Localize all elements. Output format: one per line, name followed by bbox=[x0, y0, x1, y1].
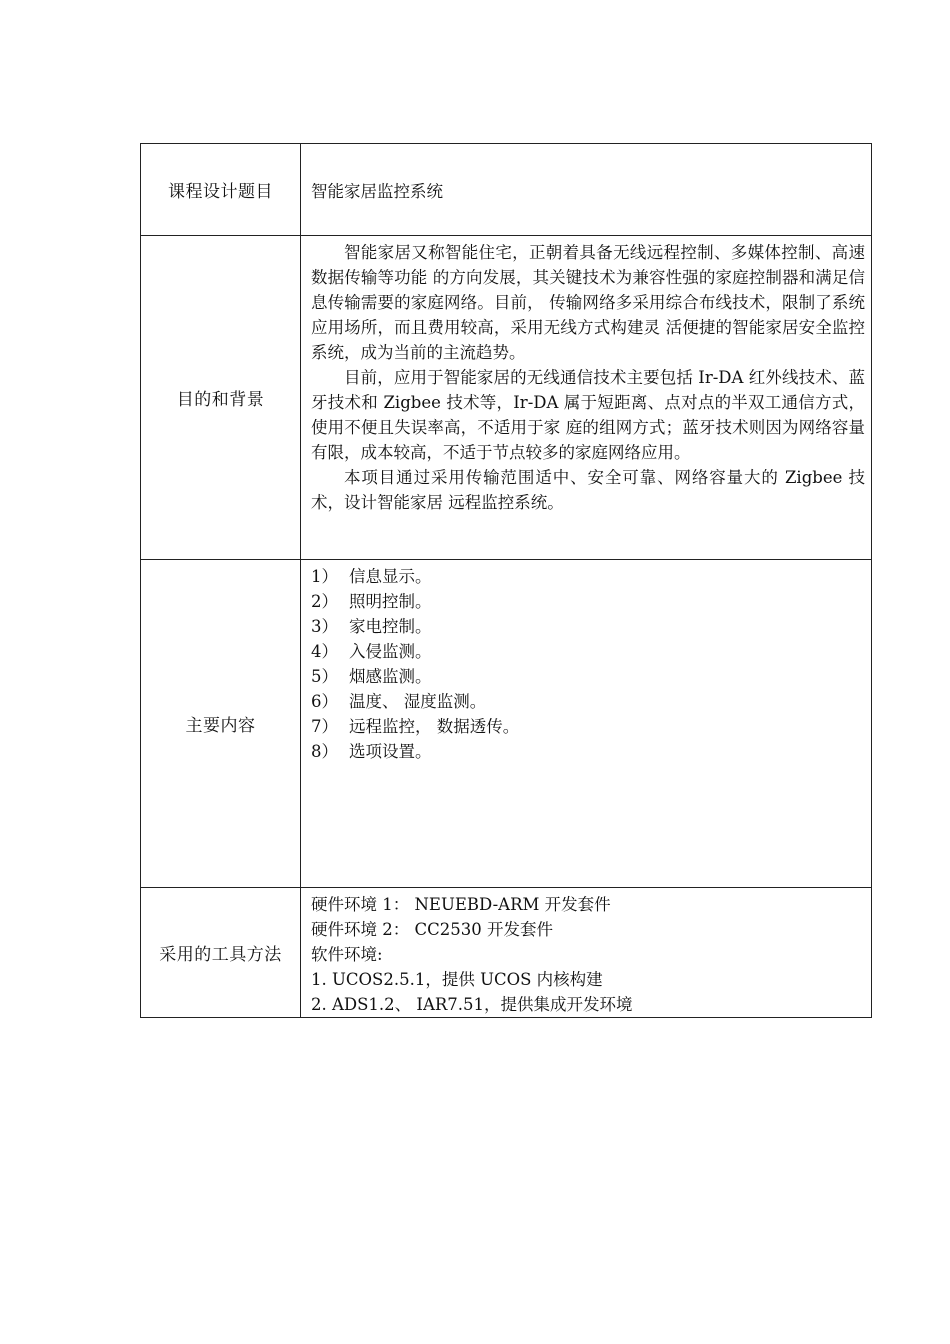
background-paragraph: 智能家居又称智能住宅，正朝着具备无线远程控制、多媒体控制、高速数据传输等功能 的方向发展，其关键技术为兼容性强的家庭控制器和满足信息传输需要的家庭网络。目前， 传输网络多采用综合布线技术，限制了系统应用场所，而且费用较高，采用无线方式构建灵 活便捷的智能家居安全监控系统，成为当前的主流趋势。 bbox=[311, 243, 865, 362]
list-item bbox=[311, 614, 865, 639]
list-item-text: 烟感监测。 bbox=[349, 667, 432, 686]
tools-content bbox=[301, 888, 872, 1018]
label-course-title: 课程设计题目 bbox=[141, 144, 301, 236]
list-item-number: 8） bbox=[311, 742, 338, 761]
list-item bbox=[311, 739, 865, 764]
list-item bbox=[311, 689, 865, 714]
background-paragraph: 目前，应用于智能家居的无线通信技术主要包括 Ir-DA 红外线技术、蓝牙技术和 Zigbee 技术等，Ir-DA 属于短距离、点对点的半双工通信方式，使用不便且失误率高，不适用于家 庭的组网方式；蓝牙技术则因为网络容量有限，成本较高，不适于节点较多的家庭网络应用。 bbox=[311, 368, 865, 462]
list-item-text: 入侵监测。 bbox=[349, 642, 432, 661]
tool-line: 硬件环境 1： NEUEBD-ARM 开发套件 bbox=[311, 895, 611, 914]
background-paragraph: 本项目通过采用传输范围适中、安全可靠、网络容量大的 Zigbee 技术，设计智能家居 远程监控系统。 bbox=[311, 468, 865, 512]
course-design-table bbox=[140, 143, 872, 1018]
tool-line: 硬件环境 2： CC2530 开发套件 bbox=[311, 920, 553, 939]
main-content-list-cell bbox=[301, 560, 872, 888]
list-item-number: 4） bbox=[311, 642, 338, 661]
list-item-text: 远程监控， 数据透传。 bbox=[349, 717, 520, 736]
list-item bbox=[311, 639, 865, 664]
background-content bbox=[301, 236, 872, 560]
table-row-tools bbox=[141, 888, 872, 1018]
list-item-number: 1） bbox=[311, 567, 338, 586]
table-row-title bbox=[141, 144, 872, 236]
label-purpose-background: 目的和背景 bbox=[141, 236, 301, 560]
label-tools-methods: 采用的工具方法 bbox=[141, 888, 301, 1018]
list-item-number: 5） bbox=[311, 667, 338, 686]
list-item-text: 信息显示。 bbox=[349, 567, 432, 586]
label-main-content: 主要内容 bbox=[141, 560, 301, 888]
list-item-number: 2） bbox=[311, 592, 338, 611]
list-item-text: 家电控制。 bbox=[349, 617, 432, 636]
table-row-main-content bbox=[141, 560, 872, 888]
tool-line: 1. UCOS2.5.1，提供 UCOS 内核构建 bbox=[311, 970, 603, 989]
tool-line: 软件环境: bbox=[311, 945, 383, 964]
course-title-text: 智能家居监控系统 bbox=[311, 182, 443, 201]
list-item-text: 照明控制。 bbox=[349, 592, 432, 611]
main-content-list bbox=[311, 564, 865, 764]
list-item bbox=[311, 664, 865, 689]
list-item-number: 6） bbox=[311, 692, 338, 711]
table-row-background bbox=[141, 236, 872, 560]
list-item bbox=[311, 564, 865, 589]
list-item-text: 温度、 湿度监测。 bbox=[349, 692, 487, 711]
list-item-number: 7） bbox=[311, 717, 338, 736]
course-title-value bbox=[301, 144, 872, 236]
list-item bbox=[311, 589, 865, 614]
list-item-text: 选项设置。 bbox=[349, 742, 432, 761]
list-item-number: 3） bbox=[311, 617, 338, 636]
tool-line: 2. ADS1.2、 IAR7.51，提供集成开发环境 bbox=[311, 995, 633, 1014]
list-item bbox=[311, 714, 865, 739]
